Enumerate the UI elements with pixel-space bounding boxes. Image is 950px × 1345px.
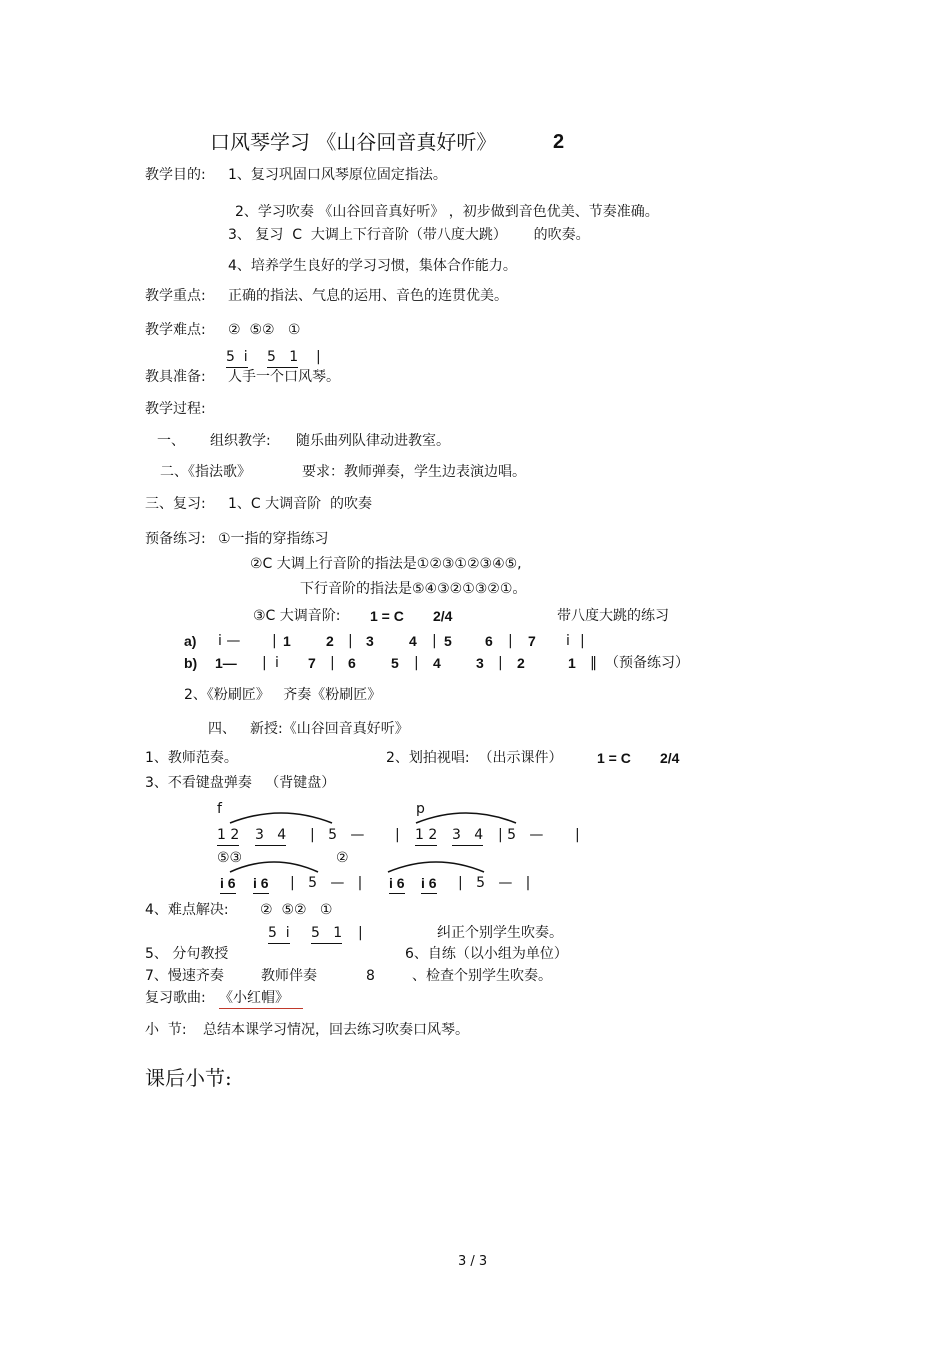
new-item-6: 6、自练（以小组为单位） bbox=[405, 946, 568, 962]
tools-text: 人手一个口风琴。 bbox=[228, 369, 340, 385]
step1-name: 组织教学: bbox=[210, 433, 271, 449]
new-meter: 2/4 bbox=[660, 750, 680, 766]
row-b-cell: 3 bbox=[476, 655, 484, 671]
page-title-number: 2 bbox=[553, 131, 565, 153]
row-b-cell: 2 bbox=[517, 655, 525, 671]
new-item-1: 1、教师范奏。 bbox=[145, 750, 238, 766]
after-class-heading: 课后小节: bbox=[145, 1066, 232, 1090]
row-b-cell: 4 bbox=[433, 655, 441, 671]
score-measure: | 5 — | bbox=[458, 875, 531, 891]
review-label: 复习歌曲: bbox=[145, 990, 206, 1006]
new-item-7-accompany: 教师伴奏 bbox=[261, 968, 317, 984]
score-measure: | 5 — bbox=[498, 827, 544, 843]
step1-number: 一、 bbox=[157, 433, 185, 449]
row-a-cell: | bbox=[508, 633, 513, 649]
song2-line: 2、《粉刷匠》 齐奏《粉刷匠》 bbox=[184, 687, 382, 703]
new-item-4-fingering: ② ⑤② ① bbox=[260, 902, 333, 918]
difficulty-note-1: 5 i bbox=[226, 348, 248, 368]
slur-arc-2 bbox=[414, 809, 518, 825]
goal-item-4: 4、培养学生良好的学习习惯，集体合作能力。 bbox=[228, 258, 517, 274]
warmup-label: 预备练习: bbox=[145, 531, 206, 547]
new-item-2: 2、划拍视唱: （出示课件） bbox=[386, 750, 563, 766]
row-b-cell: | bbox=[414, 655, 419, 671]
row-b-cell: i bbox=[275, 655, 279, 671]
goals-label: 教学目的: bbox=[145, 167, 206, 183]
summary-text: 总结本课学习情况，回去练习吹奏口风琴。 bbox=[203, 1022, 469, 1038]
slur-arc-4 bbox=[386, 858, 486, 874]
dynamic-piano: p bbox=[416, 801, 425, 817]
difficulty-label: 教学难点: bbox=[145, 322, 206, 338]
new-item-4-barline: | bbox=[358, 925, 363, 941]
new-item-8-number: 8 bbox=[366, 968, 375, 984]
dynamic-forte: f bbox=[217, 801, 222, 817]
row-a-cell: | bbox=[348, 633, 353, 649]
row-b-cell: | bbox=[498, 655, 503, 671]
new-item-4-label: 4、难点解决: bbox=[145, 902, 229, 918]
new-item-4-note-2: 5 1 bbox=[311, 924, 342, 944]
focus-label: 教学重点: bbox=[145, 288, 206, 304]
warmup-meter: 2/4 bbox=[433, 608, 453, 624]
new-key: 1 = C bbox=[597, 750, 631, 766]
row-a-cell: 4 bbox=[409, 633, 417, 649]
score-note-group: 1 2 bbox=[217, 826, 239, 846]
score-note-group: 1 2 bbox=[415, 826, 437, 846]
row-b-cell: 6 bbox=[348, 655, 356, 671]
warmup-line-3: 下行音阶的指法是⑤④③②①③②①。 bbox=[300, 581, 527, 597]
score-measure: | 5 — bbox=[310, 827, 365, 843]
warmup-line-2: ②C 大调上行音阶的指法是①②③①②③④⑤, bbox=[250, 556, 522, 572]
score-note-group: i 6 bbox=[220, 874, 236, 894]
row-b-cell: | bbox=[262, 655, 267, 671]
slur-arc-3 bbox=[228, 858, 320, 874]
step2-text: 要求：教师弹奏，学生边表演边唱。 bbox=[302, 464, 526, 480]
warmup-line-1: ①一指的穿指练习 bbox=[218, 531, 329, 547]
new-item-7: 7、慢速齐奏 bbox=[145, 968, 224, 984]
review-song: 《小红帽》 bbox=[219, 989, 303, 1009]
warmup-octave-note: 带八度大跳的练习 bbox=[557, 608, 669, 624]
score-measure: | 5 — | bbox=[290, 875, 363, 891]
page-number: 3 / 3 bbox=[458, 1254, 488, 1269]
row-a-cell: i bbox=[566, 633, 570, 649]
process-label: 教学过程: bbox=[145, 401, 206, 417]
summary-label: 小 节: bbox=[145, 1022, 187, 1038]
row-a-label: a) bbox=[184, 633, 197, 649]
row-a-cell: 5 bbox=[444, 633, 452, 649]
difficulty-note-2: 5 1 bbox=[267, 348, 298, 368]
score-note-group: 3 4 bbox=[255, 826, 286, 846]
row-a-cell: 3 bbox=[366, 633, 374, 649]
page-title: 口风琴学习 《山谷回音真好听》 bbox=[210, 130, 497, 154]
row-a-cell: 1 bbox=[283, 633, 291, 649]
row-a-cell: 7 bbox=[528, 633, 536, 649]
row-b-label: b) bbox=[184, 655, 198, 671]
fingering-mark: ② bbox=[336, 850, 349, 866]
difficulty-barline: | bbox=[316, 349, 321, 365]
goal-item-1: 1、复习巩固口风琴原位固定指法。 bbox=[228, 167, 447, 183]
focus-text: 正确的指法、气息的运用、音色的连贯优美。 bbox=[228, 288, 508, 304]
row-a-cell: | bbox=[580, 633, 585, 649]
new-item-4-text: 纠正个别学生吹奏。 bbox=[437, 925, 563, 941]
step3-label: 三、复习: bbox=[145, 496, 206, 512]
step2-name: 二、《指法歌》 bbox=[160, 464, 251, 480]
row-a-cell: | bbox=[272, 633, 277, 649]
step4-text: 新授:《山谷回音真好听》 bbox=[250, 721, 409, 737]
row-a-cell: i — bbox=[218, 633, 241, 649]
tools-label: 教具准备: bbox=[145, 369, 206, 385]
score-note-group: i 6 bbox=[389, 874, 405, 894]
row-b-note: （预备练习） bbox=[605, 655, 689, 671]
new-item-8-text: 、检查个别学生吹奏。 bbox=[412, 968, 552, 984]
row-b-cell: 5 bbox=[391, 655, 399, 671]
row-b-cell: ‖ bbox=[590, 655, 597, 671]
score-note-group: i 6 bbox=[421, 874, 437, 894]
row-a-cell: | bbox=[432, 633, 437, 649]
warmup-key: 1 = C bbox=[370, 608, 404, 624]
goal-item-3: 3、 复习 C 大调上下行音阶（带八度大跳） 的吹奏。 bbox=[228, 227, 590, 243]
difficulty-fingering: ② ⑤② ① bbox=[228, 322, 301, 338]
row-a-cell: 6 bbox=[485, 633, 493, 649]
score-barline: | bbox=[575, 827, 580, 843]
new-item-3: 3、不看键盘弹奏 （背键盘） bbox=[145, 775, 336, 791]
new-item-5: 5、 分句教授 bbox=[145, 946, 229, 962]
row-b-cell: 1 bbox=[568, 655, 576, 671]
step4-number: 四、 bbox=[208, 721, 236, 737]
score-note-group: 3 4 bbox=[452, 826, 483, 846]
score-note-group: i 6 bbox=[253, 874, 269, 894]
warmup-scale-label: ③C 大调音阶: bbox=[253, 608, 341, 624]
fingering-mark: ⑤③ bbox=[217, 850, 243, 866]
row-b-cell: 7 bbox=[308, 655, 316, 671]
row-a-cell: 2 bbox=[326, 633, 334, 649]
new-item-4-note-1: 5 i bbox=[268, 924, 290, 944]
row-b-cell: | bbox=[330, 655, 335, 671]
row-b-cell: 1— bbox=[215, 655, 237, 671]
step3-text: 1、C 大调音阶 的吹奏 bbox=[228, 496, 373, 512]
slur-arc-1 bbox=[228, 809, 334, 825]
step1-text: 随乐曲列队律动进教室。 bbox=[296, 433, 450, 449]
score-barline: | bbox=[395, 827, 400, 843]
goal-item-2: 2、学习吹奏 《山谷回音真好听》 ，初步做到音色优美、节奏准确。 bbox=[235, 204, 659, 220]
